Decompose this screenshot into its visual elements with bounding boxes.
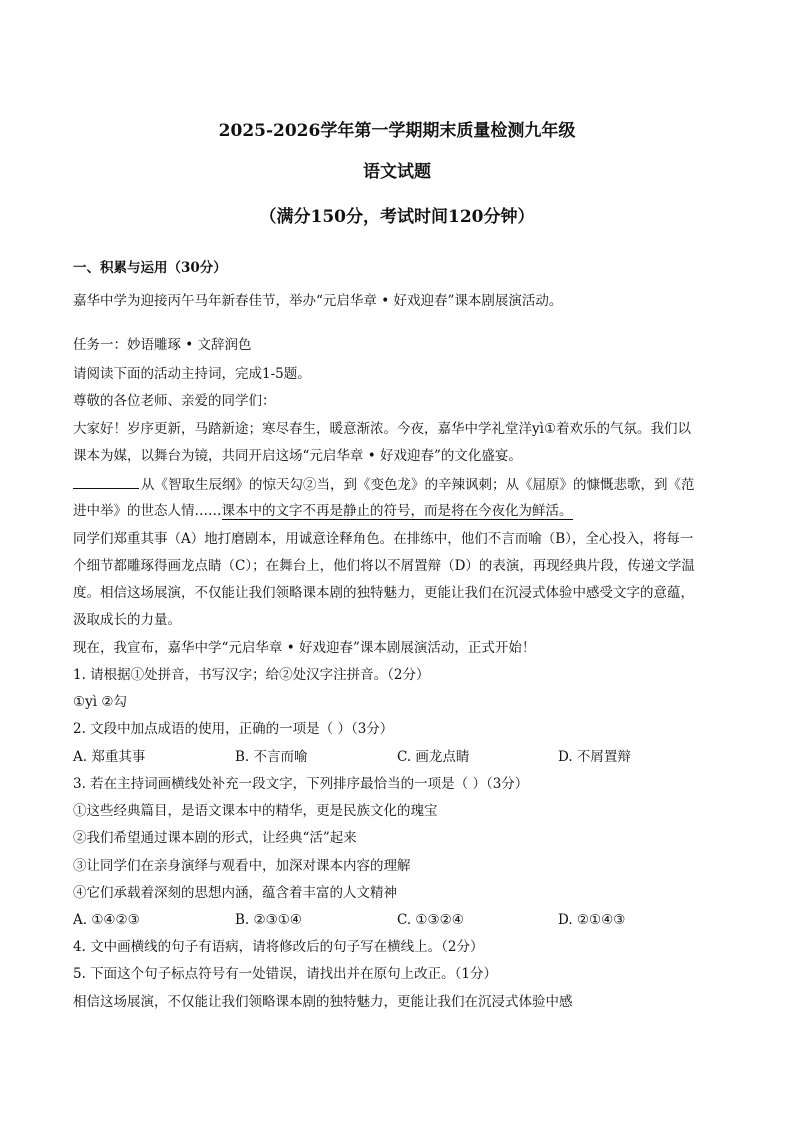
q2-option-b[interactable]: B. 不言而喻 (235, 749, 308, 765)
exam-subject: 语文试题 (363, 162, 431, 182)
q3-item-2: ②我们希望通过课本剧的形式，让经典“活”起来 (73, 830, 357, 846)
exam-info: （满分150分，考试时间120分钟） (259, 207, 535, 227)
q2-option-a[interactable]: A. 郑重其事 (73, 749, 146, 765)
paragraph-2-text: 从《智取生辰纲》的惊天勾②当，到《变色龙》的辛辣讽刺；从《屈原》的慷慨悲歌，到《范 (141, 477, 695, 493)
section-heading: 一、积累与运用（30分） (73, 260, 227, 276)
q2-option-c[interactable]: C. 画龙点睛 (397, 749, 470, 765)
exam-title: 2025-2026学年第一学期期末质量检测九年级 (218, 121, 576, 141)
question-5: 5. 下面这个句子标点符号有一处错误，请找出并在原句上改正。（1分） (73, 966, 498, 982)
q3-option-d[interactable]: D. ②①④③ (558, 912, 626, 928)
question-2: 2. 文段中加点成语的使用，正确的一项是（ ）（3分） (73, 721, 394, 737)
question-3: 3. 若在主持词画横线处补充一段文字，下列排序最恰当的一项是（ ）（3分） (73, 776, 529, 792)
question-5-sentence: 相信这场展演，不仅能让我们领略课本剧的独特魅力，更能让我们在沉浸式体验中感 (73, 994, 573, 1010)
underlined-sentence: 课本中的文字不再是静止的符号，而是将在今夜化为鲜活。 (221, 503, 573, 519)
answer-blank[interactable] (73, 474, 139, 489)
q3-item-1: ①这些经典篇目，是语文课本中的精华，更是民族文化的瑰宝 (73, 803, 438, 819)
task-title: 任务一：妙语雕琢 • 文辞润色 (73, 337, 252, 353)
paragraph-1-line-2: 课本为媒，以舞台为镜，共同开启这场“元启华章 • 好戏迎春”的文化盛宴。 (73, 448, 522, 464)
q3-option-a[interactable]: A. ①④②③ (73, 912, 140, 928)
q3-item-4: ④它们承载着深刻的思想内涵，蕴含着丰富的人文精神 (73, 885, 397, 901)
paragraph-3-line-4: 汲取成长的力量。 (73, 612, 181, 628)
paragraph-3-line-2: 个细节都雕琢得画龙点睛（C）；在舞台上，他们将以不屑置辩（D）的表演，再现经典片段，传递文学温 (73, 558, 695, 574)
paragraph-2-text-start: 进中举》的世态人情…… (73, 503, 222, 519)
paragraph-3-line-1: 同学们郑重其事（A）地打磨剧本，用诚意诠释角色。在排练中，他们不言而喻（B），全心投入，将每一 (73, 531, 694, 547)
q3-item-3: ③让同学们在亲身演绎与观看中，加深对课本内容的理解 (73, 858, 411, 874)
instruction: 请阅读下面的活动主持词，完成1-5题。 (73, 366, 311, 382)
question-1: 1. 请根据①处拼音，书写汉字；给②处汉字注拼音。（2分） (73, 667, 430, 683)
salutation: 尊敬的各位老师、亲爱的同学们： (73, 393, 276, 409)
q3-option-c[interactable]: C. ①③②④ (397, 912, 464, 928)
question-1-items: ①yì ②勾 (73, 694, 127, 710)
question-4: 4. 文中画横线的句子有语病，请将修改后的句子写在横线上。（2分） (73, 939, 484, 955)
activity-intro: 嘉华中学为迎接丙午马年新春佳节，举办“元启华章 • 好戏迎春”课本剧展演活动。 (73, 293, 563, 309)
paragraph-2-line-2 (73, 501, 725, 521)
q2-option-d[interactable]: D. 不屑置辩 (558, 749, 631, 765)
paragraph-1-line-1: 大家好！岁序更新，马踏新途；寒尽春生，暖意渐浓。今夜，嘉华中学礼堂洋yì①着欢乐的气氛。我们以 (73, 421, 692, 437)
q3-option-b[interactable]: B. ②③①④ (235, 912, 302, 928)
paragraph-3-line-3: 度。相信这场展演，不仅能让我们领略课本剧的独特魅力，更能让我们在沉浸式体验中感受文字的意蕴， (73, 585, 694, 601)
paragraph-4: 现在，我宣布，嘉华中学“元启华章 • 好戏迎春”课本剧展演活动，正式开始！ (73, 640, 536, 656)
paragraph-2-line-1 (73, 474, 725, 495)
